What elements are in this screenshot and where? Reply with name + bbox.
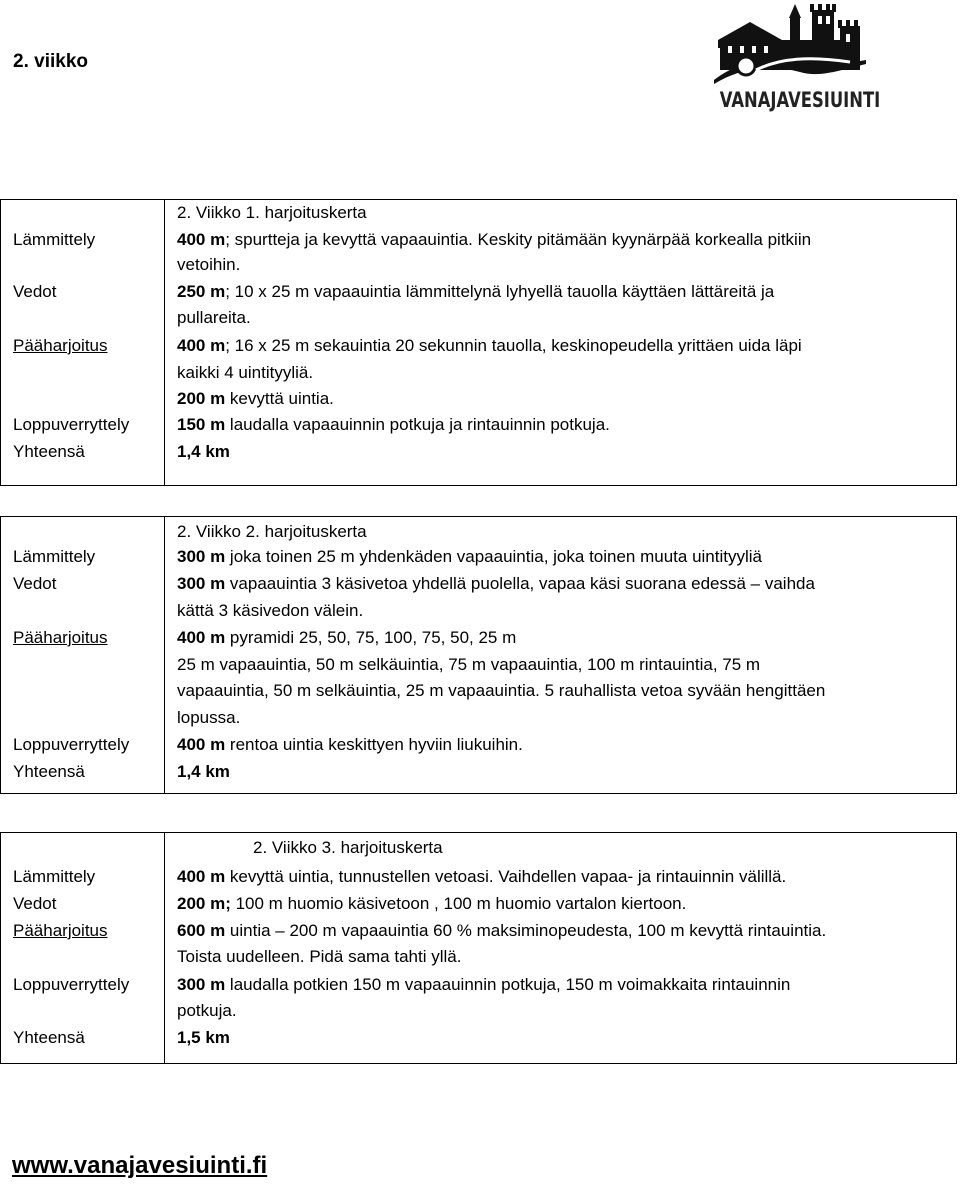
content-line: 25 m vapaauintia, 50 m selkäuintia, 75 m vapaauintia, 100 m rintauintia, 75 m <box>177 655 761 674</box>
column-divider <box>164 200 165 485</box>
content-line: 400 m kevyttä uintia, tunnustellen vetoasi. Vaihdellen vapaa- ja rintauinnin välillä. <box>177 867 787 886</box>
label-vedot: Vedot <box>13 894 57 913</box>
content-line: potkuja. <box>177 1001 237 1020</box>
content-line: 400 m; 16 x 25 m sekauintia 20 sekunnin tauolla, keskinopeudella yrittäen uida läpi <box>177 336 802 355</box>
content-line: kättä 3 käsivedon välein. <box>177 601 364 620</box>
label-paaharjoitus: Pääharjoitus <box>13 628 108 647</box>
label-vedot: Vedot <box>13 282 57 301</box>
label-paaharjoitus: Pääharjoitus <box>13 336 108 355</box>
content-line: lopussa. <box>177 708 241 727</box>
content-line: vetoihin. <box>177 255 241 274</box>
label-paaharjoitus: Pääharjoitus <box>13 921 108 940</box>
session-3-table <box>0 832 957 1064</box>
website-link[interactable]: www.vanajavesiuinti.fi <box>12 1152 268 1179</box>
content-line: 300 m laudalla potkien 150 m vapaauinnin potkuja, 150 m voimakkaita rintauinnin <box>177 975 791 994</box>
label-lammittely: Lämmittely <box>13 867 96 886</box>
label-yhteensa: Yhteensä <box>13 442 85 461</box>
content-line: pullareita. <box>177 308 251 327</box>
total-value: 1,4 km <box>177 762 230 781</box>
label-loppuverryttely: Loppuverryttely <box>13 735 130 754</box>
total-value: 1,4 km <box>177 442 230 461</box>
label-lammittely: Lämmittely <box>13 547 96 566</box>
content-line: 150 m laudalla vapaauinnin potkuja ja rintauinnin potkuja. <box>177 415 610 434</box>
session-title: 2. Viikko 3. harjoituskerta <box>253 838 443 857</box>
content-line: Toista uudelleen. Pidä sama tahti yllä. <box>177 947 462 966</box>
label-loppuverryttely: Loppuverryttely <box>13 975 130 994</box>
label-lammittely: Lämmittely <box>13 230 96 249</box>
label-loppuverryttely: Loppuverryttely <box>13 415 130 434</box>
label-vedot: Vedot <box>13 574 57 593</box>
content-line: 400 m rentoa uintia keskittyen hyviin liukuihin. <box>177 735 523 754</box>
castle-swimmer-icon <box>700 0 880 90</box>
content-line: kaikki 4 uintityyliä. <box>177 363 314 382</box>
session-2-table <box>0 516 957 794</box>
content-line: 300 m vapaauintia 3 käsivetoa yhdellä puolella, vapaa käsi suorana edessä – vaihda <box>177 574 815 593</box>
content-line: 400 m; spurtteja ja kevyttä vapaauintia. Keskity pitämään kyynärpää korkealla pitkiin <box>177 230 812 249</box>
total-value: 1,5 km <box>177 1028 230 1047</box>
label-yhteensa: Yhteensä <box>13 762 85 781</box>
content-line: 400 m pyramidi 25, 50, 75, 100, 75, 50, 25 m <box>177 628 517 647</box>
content-line: 300 m joka toinen 25 m yhdenkäden vapaauintia, joka toinen muuta uintityyliä <box>177 547 762 566</box>
content-line: 600 m uintia – 200 m vapaauintia 60 % maksiminopeudesta, 100 m kevyttä rintauintia. <box>177 921 827 940</box>
session-title: 2. Viikko 1. harjoituskerta <box>177 203 367 222</box>
session-title: 2. Viikko 2. harjoituskerta <box>177 522 367 541</box>
content-line: 200 m kevyttä uintia. <box>177 389 334 408</box>
logo-text: VANAJAVESIUINTI <box>719 88 881 112</box>
content-line: vapaauintia, 50 m selkäuintia, 25 m vapaauintia. 5 rauhallista vetoa syvään hengittäen <box>177 681 826 700</box>
column-divider <box>164 833 165 1063</box>
session-1-table <box>0 199 957 486</box>
content-line: 200 m; 100 m huomio käsivetoon , 100 m huomio vartalon kiertoon. <box>177 894 687 913</box>
content-line: 250 m; 10 x 25 m vapaauintia lämmittelynä lyhyellä tauolla käyttäen lättäreitä ja <box>177 282 775 301</box>
label-yhteensa: Yhteensä <box>13 1028 85 1047</box>
page-title: 2. viikko <box>13 51 88 72</box>
column-divider <box>164 517 165 793</box>
vanajavesiuinti-logo <box>700 0 880 125</box>
